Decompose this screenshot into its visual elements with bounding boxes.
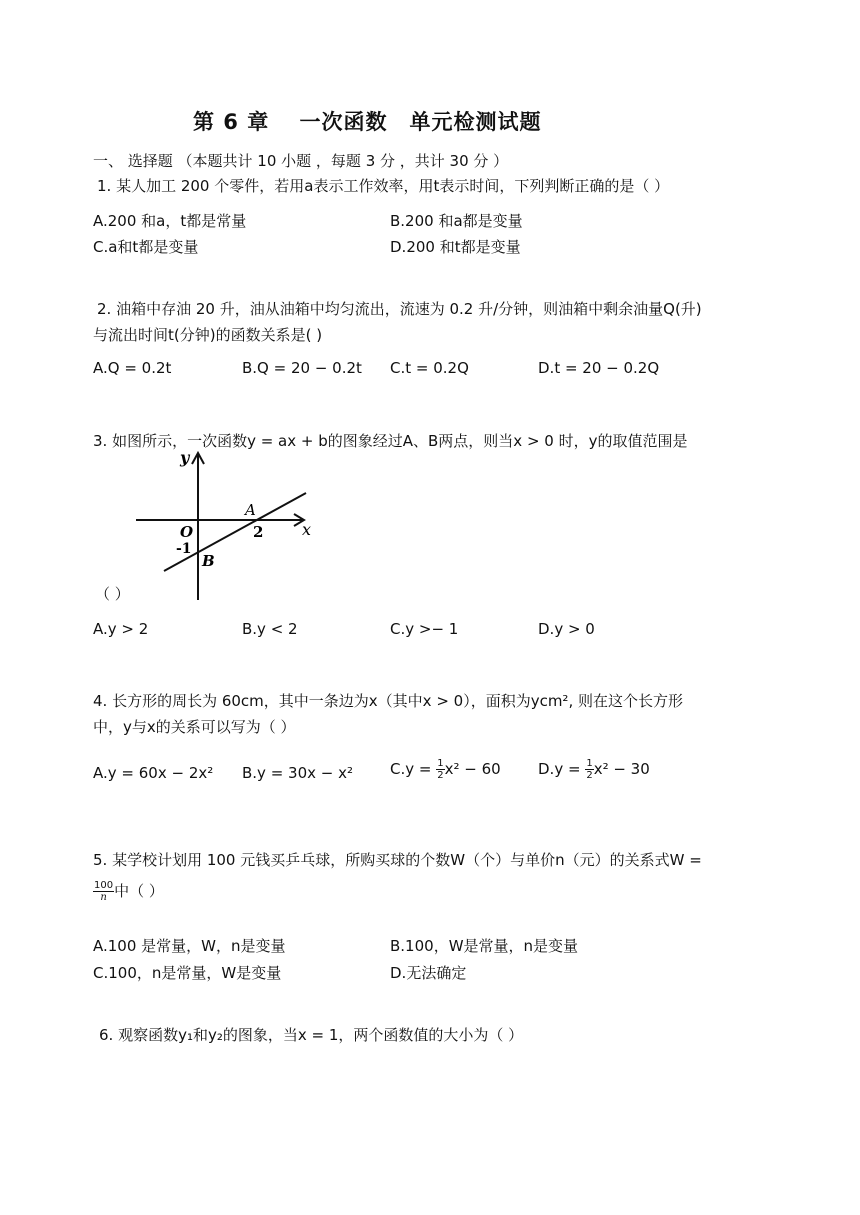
question-5-stem-line-1: 5. 某学校计划用 100 元钱买乒乓球，所购买球的个数W（个）与单价n（元）的关系式W = xyxy=(93,851,702,869)
question-5-option-a: A.100 是常量，W，n是变量 xyxy=(93,937,286,955)
question-2-stem-line-2: 与流出时间t(分钟)的函数关系是( ) xyxy=(93,326,323,344)
question-4-stem-line-2: 中，y与x的关系可以写为（ ） xyxy=(93,718,296,736)
y-tick-minus-1-label: -1 xyxy=(176,541,192,557)
y-axis-label: y xyxy=(180,448,190,467)
question-3-option-a: A.y > 2 xyxy=(93,620,149,638)
question-3-option-b: B.y < 2 xyxy=(242,620,298,638)
question-1-stem: 1. 某人加工 200 个零件，若用a表示工作效率，用t表示时间，下列判断正确的是（ ） xyxy=(97,177,670,195)
question-4-option-c: C.y = $\frac{1}{2}$ x² − 60 xyxy=(390,758,501,781)
question-1-option-a: A.200 和a，t都是常量 xyxy=(93,212,247,230)
question-1-option-c: C.a和t都是变量 xyxy=(93,238,199,256)
fraction-100-over-n: $\frac{100}{n}$ xyxy=(94,880,114,903)
question-1-option-b: B.200 和a都是变量 xyxy=(390,212,523,230)
question-4-option-b: B.y = 30x − x² xyxy=(242,764,353,782)
section-heading: 一、 选择题 （本题共计 10 小题 ，每题 3 分 ，共计 30 分 ） xyxy=(93,152,509,170)
question-3-option-c: C.y >− 1 xyxy=(390,620,459,638)
question-2-option-a: A.Q = 0.2t xyxy=(93,359,172,377)
question-2-option-b: B.Q = 20 − 0.2t xyxy=(242,359,362,377)
question-3-answer-paren: （ ） xyxy=(95,585,130,603)
question-5-stem-line-2: $\frac{100}{n}$ 中（ ） xyxy=(94,880,164,903)
page-title: 第 6 章 一次函数 单元检测试题 xyxy=(193,110,542,134)
question-1-option-d: D.200 和t都是变量 xyxy=(390,238,521,256)
origin-label: O xyxy=(180,523,194,541)
fraction-one-half: $\frac{1}{2}$ xyxy=(437,758,444,781)
question-2-stem-line-1: 2. 油箱中存油 20 升，油从油箱中均匀流出，流速为 0.2 升/分钟，则油箱中剩余油量Q(升) xyxy=(97,300,702,318)
question-6-stem: 6. 观察函数y₁和y₂的图象，当x = 1，两个函数值的大小为（ ） xyxy=(99,1026,524,1044)
question-5-option-c: C.100，n是常量，W是变量 xyxy=(93,964,282,982)
question-3-stem: 3. 如图所示，一次函数y = ax + b的图象经过A、B两点，则当x > 0 时，y的取值范围是 xyxy=(93,432,688,450)
question-5-option-d: D.无法确定 xyxy=(390,964,467,982)
question-4-stem-line-1: 4. 长方形的周长为 60cm，其中一条边为x（其中x > 0），面积为ycm², 则在这个长方形 xyxy=(93,692,683,710)
x-tick-2-label: 2 xyxy=(253,523,264,541)
question-5-option-b: B.100，W是常量，n是变量 xyxy=(390,937,579,955)
question-4-option-a: A.y = 60x − 2x² xyxy=(93,764,214,782)
x-axis-label: x xyxy=(302,520,312,539)
fraction-one-half: $\frac{1}{2}$ xyxy=(586,758,593,781)
linear-function-graph xyxy=(130,445,330,605)
point-b-label: B xyxy=(202,552,215,570)
point-a-label: A xyxy=(245,501,256,519)
question-2-option-c: C.t = 0.2Q xyxy=(390,359,469,377)
question-3-option-d: D.y > 0 xyxy=(538,620,595,638)
question-4-option-d: D.y = $\frac{1}{2}$ x² − 30 xyxy=(538,758,650,781)
question-2-option-d: D.t = 20 − 0.2Q xyxy=(538,359,660,377)
